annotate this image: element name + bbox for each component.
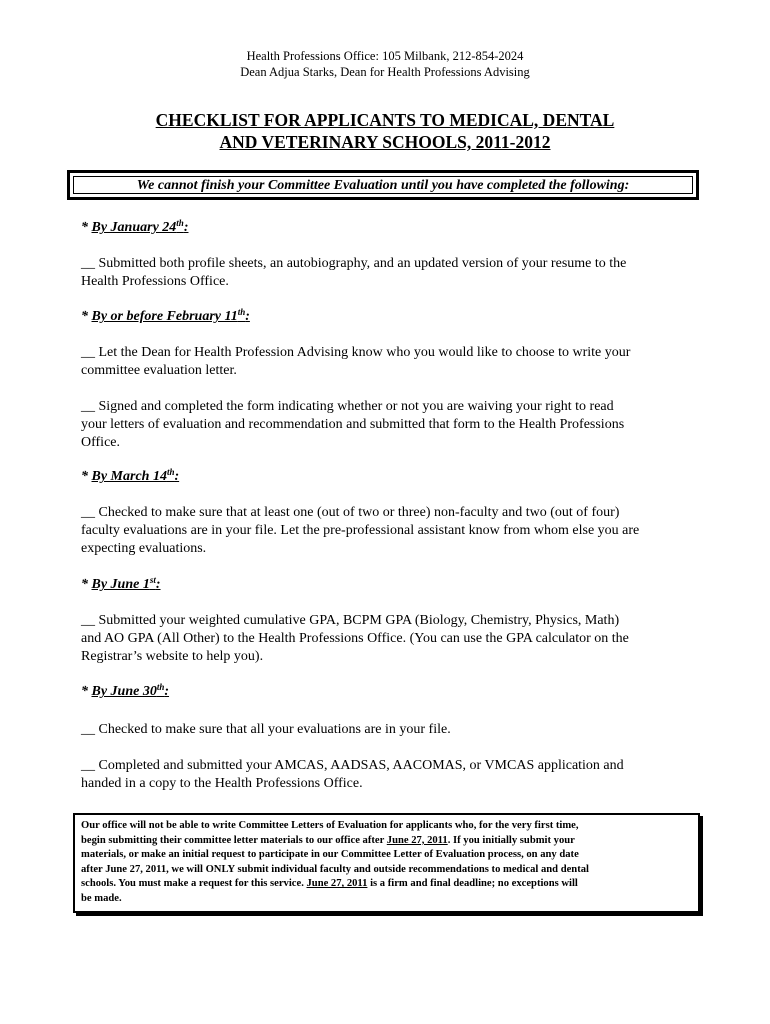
checklist-item-line: handed in a copy to the Health Professions Office. — [81, 776, 363, 791]
deadline-heading-june-30 — [81, 683, 169, 701]
heading-sup: th — [237, 307, 246, 317]
heading-sup: th — [176, 218, 184, 228]
banner-text: We cannot finish your Committee Evaluation until you have completed the following: — [73, 176, 693, 194]
checklist-item-line: faculty evaluations are in your file. Let the pre-professional assistant know from whom else you are — [81, 523, 640, 538]
checklist-item-line: your letters of evaluation and recommendation and submitted that form to the Health Professions — [81, 417, 625, 432]
document-title-line-2: AND VETERINARY SCHOOLS, 2011-2012 — [219, 132, 551, 152]
notice-text: begin submitting their committee letter materials to our office after — [81, 834, 387, 846]
checklist-item-line: committee evaluation letter. — [81, 363, 237, 378]
checklist-item — [81, 255, 696, 291]
checklist-item — [81, 344, 696, 380]
checklist-item-line: Registrar’s website to help you). — [81, 649, 264, 664]
office-address-line: Health Professions Office: 105 Milbank, 212-854-2024 — [246, 49, 524, 63]
heading-colon: : — [164, 684, 170, 699]
notice-line: Our office will not be able to write Committee Letters of Evaluation for applicants who, for the very first time, — [81, 820, 579, 831]
checklist-item-line: __ Submitted both profile sheets, an autobiography, and an updated version of your resume to the — [81, 256, 627, 271]
notice-text: schools. You must make a request for this service. — [81, 878, 307, 890]
deadline-notice-box — [73, 813, 700, 913]
heading-colon: : — [174, 469, 180, 484]
heading-sup: th — [166, 467, 175, 477]
heading-star: * — [81, 309, 92, 324]
checklist-item-line: and AO GPA (All Other) to the Health Professions Office. (You can use the GPA calculator on the — [81, 631, 629, 646]
notice-line — [81, 877, 692, 892]
heading-sup: st — [149, 575, 156, 585]
checklist-item-line: __ Submitted your weighted cumulative GPA, BCPM GPA (Biology, Chemistry, Physics, Math) — [81, 613, 620, 628]
heading-label: By March 14 — [91, 469, 167, 484]
checklist-item — [81, 398, 696, 452]
dean-line: Dean Adjua Starks, Dean for Health Professions Advising — [240, 65, 530, 79]
heading-colon: : — [183, 220, 189, 235]
notice-line — [81, 834, 692, 849]
checklist-item-line: __ Completed and submitted your AMCAS, AADSAS, AACOMAS, or VMCAS application and — [81, 758, 624, 773]
checklist-item — [81, 612, 696, 666]
deadline-heading-march — [81, 468, 179, 486]
heading-colon: : — [245, 309, 250, 324]
heading-label: By June 30 — [91, 684, 157, 699]
checklist-item — [81, 757, 696, 793]
document-title-line-1: CHECKLIST FOR APPLICANTS TO MEDICAL, DENTAL — [155, 110, 615, 130]
heading-star: * — [81, 684, 92, 699]
heading-label: By January 24 — [91, 220, 177, 235]
checklist-item-line: expecting evaluations. — [81, 541, 207, 556]
deadline-heading-february — [81, 308, 250, 326]
checklist-item-line: __ Signed and completed the form indicating whether or not you are waiving your right to read — [81, 399, 614, 414]
notice-deadline-date: June 27, 2011 — [386, 834, 448, 846]
checklist-item-line: __ Let the Dean for Health Profession Advising know who you would like to choose to write your — [81, 345, 631, 360]
heading-star: * — [81, 469, 92, 484]
notice-line: materials, or make an initial request to participate in our Committee Letter of Evaluation process, on any date — [81, 849, 579, 861]
notice-line: be made. — [81, 892, 122, 904]
checklist-item-line: Office. — [81, 435, 120, 450]
heading-colon: : — [155, 577, 161, 592]
notice-text: . If you initially submit your — [447, 834, 575, 846]
checklist-item-line: __ Checked to make sure that at least one (out of two or three) non-faculty and two (out of four) — [81, 505, 620, 520]
checklist-item — [81, 504, 696, 558]
requirement-banner — [67, 170, 699, 200]
deadline-heading-january — [81, 219, 188, 237]
notice-text: is a firm and final deadline; no exceptions will — [367, 878, 578, 890]
deadline-heading-june-1 — [81, 576, 161, 594]
notice-line: after June 27, 2011, we will ONLY submit individual faculty and outside recommendations to medical and dental — [81, 863, 589, 875]
heading-label: By June 1 — [91, 577, 150, 592]
notice-deadline-date: June 27, 2011 — [306, 878, 368, 890]
heading-star: * — [81, 220, 92, 235]
checklist-item-line: Health Professions Office. — [81, 274, 229, 289]
heading-sup: th — [156, 682, 165, 692]
checklist-item — [81, 721, 696, 739]
checklist-item-line: __ Checked to make sure that all your evaluations are in your file. — [81, 722, 451, 737]
heading-label: By or before February 11 — [91, 309, 238, 324]
heading-star: * — [81, 577, 92, 592]
